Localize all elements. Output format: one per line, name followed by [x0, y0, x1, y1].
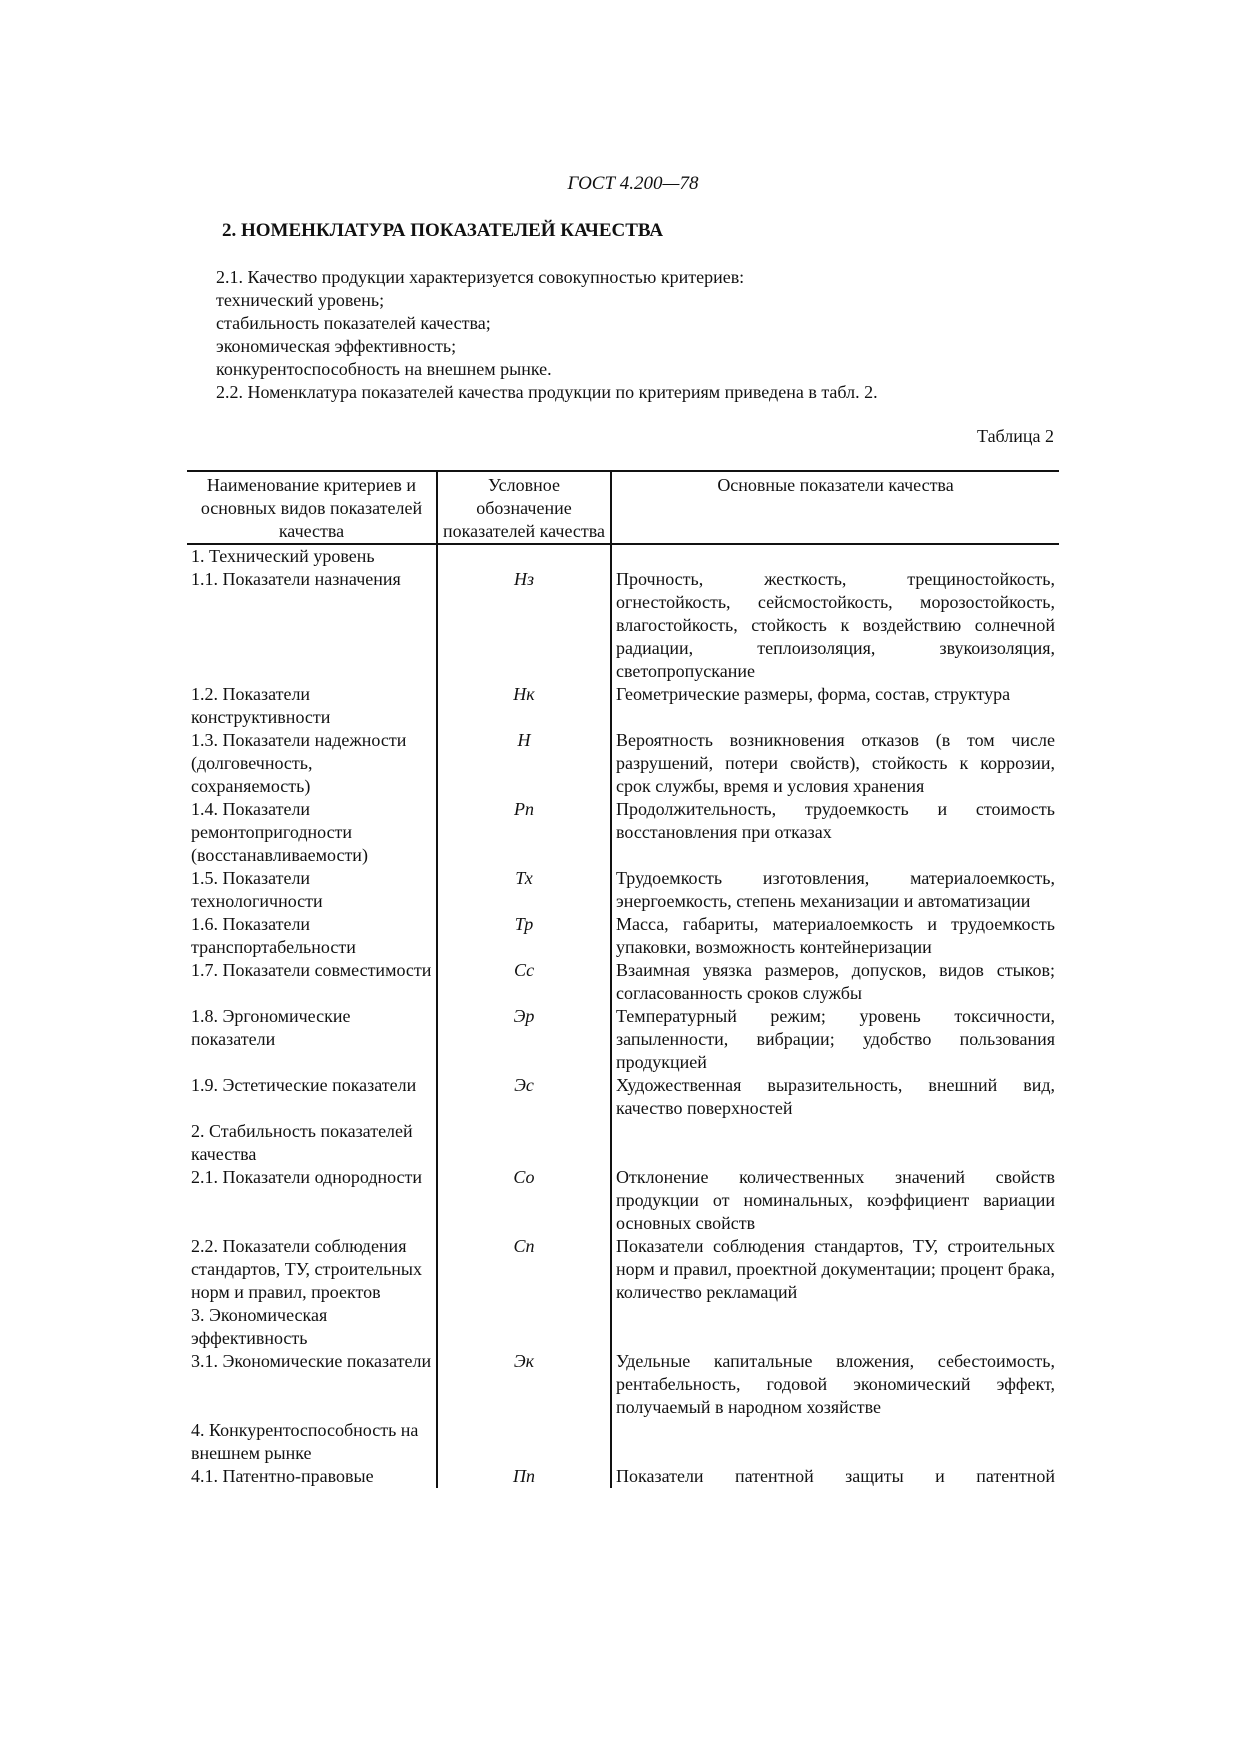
criteria-cell: 1.4. Показатели ремонтопригодности (восстанавливаемости) — [187, 798, 437, 867]
intro-line: стабильность показателей качества; — [216, 313, 491, 333]
indicators-cell: Отклонение количественных значений свойств продукции от номинальных, коэффициент вариации основных свойств — [616, 1167, 1055, 1233]
code-cell — [437, 1304, 611, 1350]
table-row — [187, 913, 1059, 959]
criteria-cell: 1.5. Показатели технологичности — [187, 867, 437, 913]
indicators-cell: Трудоемкость изготовления, материалоемкость, энергоемкость, степень механизации и автоматизации — [616, 868, 1055, 911]
header-criteria: Наименование критериев и основных видов показателей качества — [187, 471, 437, 544]
table-row — [187, 1350, 1059, 1419]
criteria-cell: 1.6. Показатели транспортабельности — [187, 913, 437, 959]
indicators-cell: Вероятность возникновения отказов (в том числе разрушений, потери свойств), стойкость к коррозии, срок службы, время и условия хранения — [616, 730, 1055, 796]
table-row — [187, 1166, 1059, 1235]
criteria-cell: 2.2. Показатели соблюдения стандартов, ТУ, строительных норм и правил, проектов — [187, 1235, 437, 1304]
criteria-cell: 3.1. Экономические показатели — [187, 1350, 437, 1419]
code-cell: Пп — [437, 1465, 611, 1488]
quality-indicators-table — [187, 470, 1059, 1488]
table-row — [187, 959, 1059, 1005]
code-cell: Н — [437, 729, 611, 798]
table-row — [187, 1419, 1059, 1465]
criteria-cell: 1. Технический уровень — [187, 544, 437, 568]
indicators-cell: Масса, габариты, материалоемкость и трудоемкость упаковки, возможность контейнеризации — [616, 914, 1055, 957]
table-row — [187, 568, 1059, 683]
intro-line: экономическая эффективность; — [216, 336, 457, 356]
code-cell: Со — [437, 1166, 611, 1235]
code-cell — [437, 544, 611, 568]
code-cell — [437, 1120, 611, 1166]
intro-line: конкурентоспособность на внешнем рынке. — [216, 359, 552, 379]
intro-line: 2.1. Качество продукции характеризуется совокупностью критериев: — [216, 267, 745, 287]
criteria-cell: 1.3. Показатели надежности (долговечность, сохраняемость) — [187, 729, 437, 798]
intro-text — [216, 266, 1116, 404]
indicators-cell: Геометрические размеры, форма, состав, структура — [616, 684, 1011, 704]
criteria-cell: 1.9. Эстетические показатели — [187, 1074, 437, 1120]
criteria-cell: 2.1. Показатели однородности — [187, 1166, 437, 1235]
indicators-cell: Художественная выразительность, внешний вид, качество поверхностей — [616, 1075, 1055, 1118]
table-row — [187, 683, 1059, 729]
intro-line: технический уровень; — [216, 290, 385, 310]
table-row — [187, 729, 1059, 798]
table-row — [187, 1074, 1059, 1120]
code-cell: Эр — [437, 1005, 611, 1074]
indicators-cell: Взаимная увязка размеров, допусков, видов стыков; согласованность сроков службы — [616, 960, 1055, 1003]
indicators-cell: Удельные капитальные вложения, себестоимость, рентабельность, годовой экономический эффект, получаемый в народном хозяйстве — [616, 1351, 1055, 1417]
code-cell: Эс — [437, 1074, 611, 1120]
criteria-cell: 1.8. Эргономические показатели — [187, 1005, 437, 1074]
criteria-cell: 4.1. Патентно-правовые — [187, 1465, 437, 1488]
indicators-cell: Температурный режим; уровень токсичности, запыленности, вибрации; удобство пользования продукцией — [616, 1006, 1055, 1072]
table-row — [187, 1235, 1059, 1304]
table-caption: Таблица 2 — [977, 426, 1054, 446]
quality-table-container — [187, 470, 1059, 1488]
table-row — [187, 798, 1059, 867]
header-code: Условное обозначение показателей качества — [437, 471, 611, 544]
indicators-cell: Продолжительность, трудоемкость и стоимость восстановления при отказах — [616, 799, 1055, 842]
table-row — [187, 1120, 1059, 1166]
table-row — [187, 1304, 1059, 1350]
indicators-cell: Прочность, жесткость, трещиностойкость, огнестойкость, сейсмостойкость, морозостойкость, влагостойкость, стойкость к воздействию солнечной радиации, теплоизоляция, звукоизоляция, светопропускание — [616, 569, 1055, 681]
document-header: ГОСТ 4.200—78 — [567, 173, 699, 194]
indicators-cell: Показатели соблюдения стандартов, ТУ, строительных норм и правил, проектной документации; процент брака, количество рекламаций — [616, 1236, 1055, 1302]
criteria-cell: 4. Конкурентоспособность на внешнем рынке — [187, 1419, 437, 1465]
table-header-row — [187, 471, 1059, 544]
indicators-cell — [611, 1304, 1059, 1350]
indicators-cell — [611, 544, 1059, 568]
header-indicators: Основные показатели качества — [611, 471, 1059, 544]
code-cell — [437, 1419, 611, 1465]
table-row — [187, 1465, 1059, 1488]
criteria-cell: 1.7. Показатели совместимости — [187, 959, 437, 1005]
code-cell: Сп — [437, 1235, 611, 1304]
indicators-cell: Показатели патентной защиты и патентной — [616, 1466, 1055, 1486]
section-title: 2. НОМЕНКЛАТУРА ПОКАЗАТЕЛЕЙ КАЧЕСТВА — [222, 220, 664, 241]
code-cell: Эк — [437, 1350, 611, 1419]
table-row — [187, 867, 1059, 913]
code-cell: Нк — [437, 683, 611, 729]
code-cell: Нз — [437, 568, 611, 683]
table-row — [187, 1005, 1059, 1074]
code-cell: Тр — [437, 913, 611, 959]
code-cell: Сс — [437, 959, 611, 1005]
code-cell: Рп — [437, 798, 611, 867]
table-row — [187, 544, 1059, 568]
code-cell: Тх — [437, 867, 611, 913]
criteria-cell: 1.2. Показатели конструктивности — [187, 683, 437, 729]
criteria-cell: 1.1. Показатели назначения — [187, 568, 437, 683]
intro-line: 2.2. Номенклатура показателей качества продукции по критериям приведена в табл. 2. — [216, 382, 878, 402]
criteria-cell: 3. Экономическая эффективность — [187, 1304, 437, 1350]
indicators-cell — [611, 1120, 1059, 1166]
criteria-cell: 2. Стабильность показателей качества — [187, 1120, 437, 1166]
indicators-cell — [611, 1419, 1059, 1465]
